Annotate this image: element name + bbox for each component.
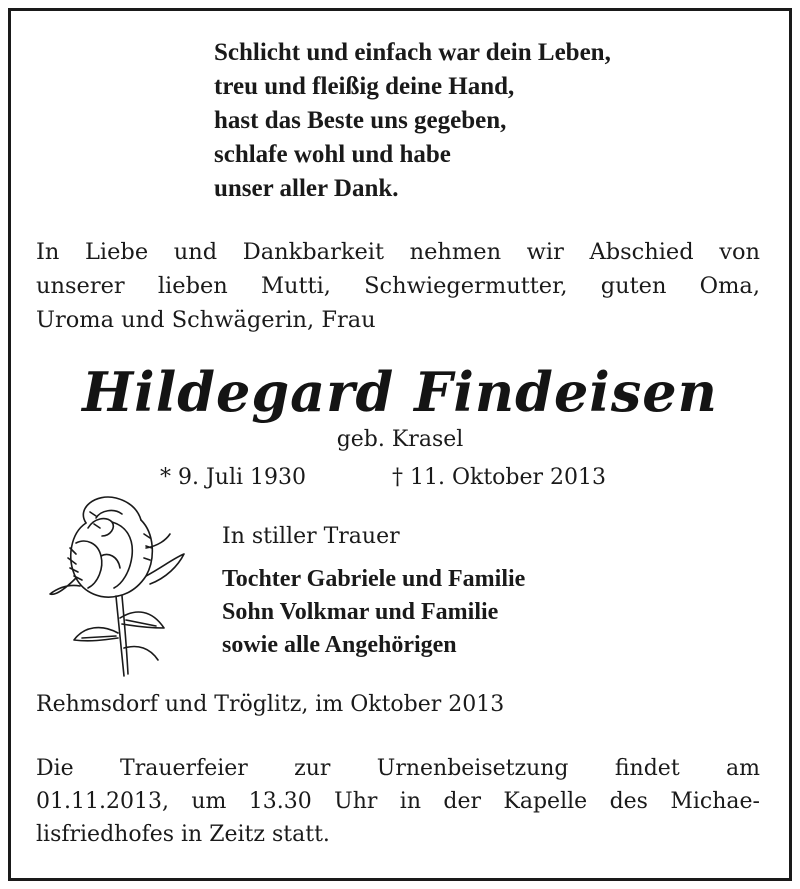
- intro-line: unserer lieben Mutti, Schwiegermutter, guten Oma,: [36, 273, 760, 299]
- intro-line: In Liebe und Dankbarkeit nehmen wir Abschied von: [36, 239, 760, 265]
- birth-name: geb. Krasel: [336, 427, 464, 452]
- service-info: [36, 752, 760, 851]
- rose-icon: [46, 488, 196, 688]
- poem-line: schlafe wohl und habe: [214, 141, 451, 168]
- poem-line: unser aller Dank.: [214, 175, 399, 202]
- intro-text: [36, 235, 760, 337]
- deceased-name: Hildegard Findeisen: [82, 360, 718, 424]
- poem: [214, 36, 611, 206]
- intro-line: Uroma und Schwägerin, Frau: [36, 307, 376, 333]
- mourning-heading: In stiller Trauer: [222, 524, 400, 549]
- mourners-list: [222, 563, 525, 662]
- place-and-date: Rehmsdorf und Tröglitz, im Oktober 2013: [36, 692, 505, 717]
- service-line: 01.11.2013, um 13.30 Uhr in der Kapelle des Michae-: [36, 789, 760, 814]
- service-line: Die Trauerfeier zur Urnenbeisetzung findet am: [36, 756, 760, 781]
- mourner: sowie alle Angehörigen: [222, 632, 457, 658]
- poem-line: hast das Beste uns gegeben,: [214, 107, 507, 134]
- mourner: Sohn Volkmar und Familie: [222, 599, 499, 625]
- mourner: Tochter Gabriele und Familie: [222, 566, 526, 592]
- birth-date: * 9. Juli 1930: [160, 465, 307, 490]
- poem-line: treu und fleißig deine Hand,: [214, 73, 515, 100]
- poem-line: Schlicht und einfach war dein Leben,: [214, 39, 611, 66]
- death-date: † 11. Oktober 2013: [392, 465, 607, 490]
- service-line: lisfriedhofes in Zeitz statt.: [36, 822, 330, 847]
